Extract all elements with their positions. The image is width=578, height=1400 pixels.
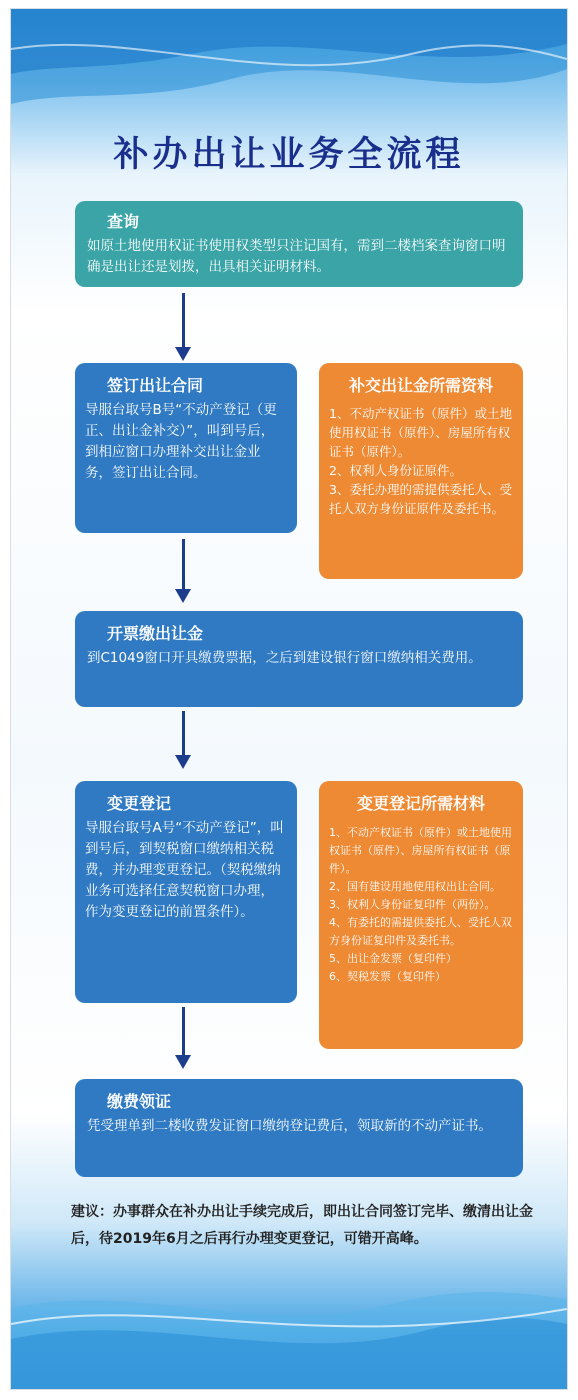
materials-change-item: 4、有委托的需提供委托人、受托人双方身份证复印件及委托书。 bbox=[329, 916, 512, 947]
materials-change-item: 3、权利人身份证复印件（两份）。 bbox=[329, 898, 496, 911]
advice-text: 建议：办事群众在补办出让手续完成后，即出让合同签订完毕、缴清出让金后，待2019年6月之后再行办理变更登记，可错开高峰。 bbox=[71, 1204, 533, 1247]
step-certificate-box bbox=[75, 1079, 523, 1177]
materials-change-heading: 变更登记所需材料 bbox=[356, 794, 485, 813]
materials-payment-item: 1、不动产权证书（原件）或土地使用权证书（原件）、房屋所有权证书（原件）。 bbox=[329, 406, 512, 459]
step-payment-heading: 开票缴出让金 bbox=[107, 624, 204, 643]
page-title: 补办出让业务全流程 bbox=[113, 135, 465, 175]
materials-payment-heading: 补交出让金所需资料 bbox=[348, 376, 493, 395]
bottom-wave-decoration bbox=[11, 1269, 567, 1389]
materials-payment-item: 2、权利人身份证原件。 bbox=[329, 463, 462, 478]
step-certificate-text: 凭受理单到二楼收费发证窗口缴纳登记费后，领取新的不动产证书。 bbox=[87, 1118, 492, 1134]
materials-change-item: 1、不动产权证书（原件）或土地使用权证书（原件）、房屋所有权证书（原件）。 bbox=[329, 826, 512, 875]
poster bbox=[10, 8, 568, 1390]
materials-payment-box bbox=[319, 363, 523, 579]
step-change-text: 导服台取号A号“不动产登记”，叫到号后，到契税窗口缴纳相关税费，并办理变更登记。（契税缴纳业务可选择任意契税窗口办理，作为变更登记的前置条件）。 bbox=[85, 820, 284, 920]
materials-change-item: 5、出让金发票（复印件） bbox=[329, 952, 457, 965]
step-contract-text: 导服台取号B号“不动产登记（更正、出让金补交）”，叫到号后，到相应窗口办理补交出让金业务，签订出让合同。 bbox=[85, 402, 277, 481]
step-certificate-heading: 缴费领证 bbox=[107, 1092, 172, 1111]
materials-change-item: 2、国有建设用地使用权出让合同。 bbox=[329, 880, 501, 893]
step-payment-box bbox=[75, 611, 523, 707]
arrow-down-icon bbox=[182, 711, 185, 757]
materials-change-item: 6、契税发票（复印件） bbox=[329, 970, 446, 983]
step-change-heading: 变更登记 bbox=[107, 794, 172, 813]
step-query-heading: 查询 bbox=[107, 212, 140, 231]
top-wave-decoration bbox=[11, 9, 567, 119]
materials-payment-item: 3、委托办理的需提供委托人、受托人双方身份证原件及委托书。 bbox=[329, 482, 512, 516]
arrow-down-icon bbox=[182, 1007, 185, 1057]
step-contract-heading: 签订出让合同 bbox=[107, 376, 204, 395]
arrow-down-icon bbox=[182, 539, 185, 591]
step-query-box bbox=[75, 201, 523, 287]
step-payment-text: 到C1049窗口开具缴费票据，之后到建设银行窗口缴纳相关费用。 bbox=[87, 650, 482, 666]
step-query-text: 如原土地使用权证书使用权类型只注记国有，需到二楼档案查询窗口明确是出让还是划拨，出具相关证明材料。 bbox=[87, 238, 506, 275]
step-contract-box bbox=[75, 363, 297, 533]
step-change-box bbox=[75, 781, 297, 1003]
arrow-down-icon bbox=[182, 293, 185, 349]
materials-change-box bbox=[319, 781, 523, 1049]
